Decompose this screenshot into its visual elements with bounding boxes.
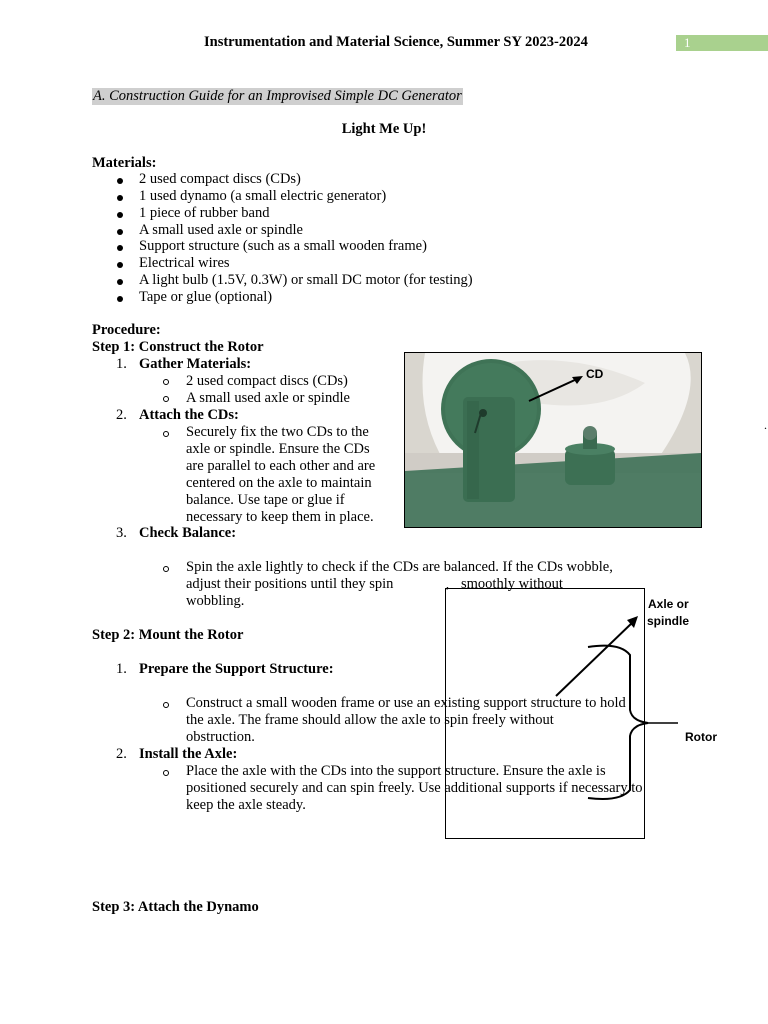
item-label: Install the Axle: bbox=[139, 746, 238, 762]
list-item: 1 piece of rubber band bbox=[139, 205, 270, 221]
list-item: Support structure (such as a small wooden frame) bbox=[139, 238, 427, 254]
step3-title: Step 3: Attach the Dynamo bbox=[92, 899, 259, 915]
paragraph-line: adjust their positions until they spin bbox=[186, 576, 394, 592]
paragraph-line: smoothly without bbox=[461, 576, 563, 592]
stray-mark: . bbox=[764, 418, 767, 432]
paragraph-line: Place the axle with the CDs into the support structure. Ensure the axle is bbox=[186, 763, 606, 779]
paragraph-line: Spin the axle lightly to check if the CDs are balanced. If the CDs wobble, bbox=[186, 559, 613, 575]
paragraph-line: necessary to keep them in place. bbox=[186, 509, 374, 525]
sub-item: 2 used compact discs (CDs) bbox=[186, 373, 348, 389]
item-label: Check Balance: bbox=[139, 525, 237, 541]
list-item: A small used axle or spindle bbox=[139, 222, 303, 238]
item-number: 1. bbox=[116, 356, 127, 372]
brace-icon bbox=[588, 646, 648, 799]
item-label: Attach the CDs: bbox=[139, 407, 239, 423]
list-item: Electrical wires bbox=[139, 255, 230, 271]
section-title: A. Construction Guide for an Improvised Simple DC Generator bbox=[93, 88, 462, 104]
item-label: Gather Materials: bbox=[139, 356, 252, 372]
list-item: Tape or glue (optional) bbox=[139, 289, 273, 305]
photo-label-cd: CD bbox=[586, 367, 604, 381]
paragraph-line: positioned securely and can spin freely. Use additional supports if necessary to bbox=[186, 780, 643, 796]
paragraph-line: centered on the axle to maintain bbox=[186, 475, 372, 491]
doc-title: Light Me Up! bbox=[341, 121, 427, 137]
paragraph-line: axle or spindle. Ensure the CDs bbox=[186, 441, 370, 457]
procedure-heading: Procedure: bbox=[92, 322, 161, 338]
page-number: 1 bbox=[684, 35, 691, 50]
stray-mark: , bbox=[446, 577, 449, 591]
diagram-label-axle: Axle or bbox=[648, 597, 689, 611]
paragraph-line: balance. Use tape or glue if bbox=[186, 492, 345, 508]
item-label: Prepare the Support Structure: bbox=[139, 661, 334, 677]
item-number: 2. bbox=[116, 746, 127, 762]
sub-item: A small used axle or spindle bbox=[186, 390, 350, 406]
paragraph-line: wobbling. bbox=[186, 593, 245, 609]
list-item: 2 used compact discs (CDs) bbox=[139, 171, 301, 187]
diagram-label-rotor: Rotor bbox=[685, 730, 717, 744]
item-number: 1. bbox=[116, 661, 127, 677]
step2-title: Step 2: Mount the Rotor bbox=[92, 627, 244, 643]
header-title: Instrumentation and Material Science, Summer SY 2023-2024 bbox=[204, 34, 588, 50]
item-number: 3. bbox=[116, 525, 127, 541]
paragraph-line: keep the axle steady. bbox=[186, 797, 306, 813]
paragraph-line: Securely fix the two CDs to the bbox=[186, 424, 369, 440]
paragraph-line: Construct a small wooden frame or use an existing support structure to hold bbox=[186, 695, 626, 711]
list-item: 1 used dynamo (a small electric generator) bbox=[139, 188, 387, 204]
paragraph-line: the axle. The frame should allow the axle to spin freely without bbox=[186, 712, 554, 728]
step1-title: Step 1: Construct the Rotor bbox=[92, 339, 264, 355]
diagram-label-spindle: spindle bbox=[647, 614, 690, 628]
materials-heading: Materials: bbox=[92, 155, 157, 171]
paragraph-line: obstruction. bbox=[186, 729, 255, 745]
item-number: 2. bbox=[116, 407, 127, 423]
paragraph-line: are parallel to each other and are bbox=[186, 458, 376, 474]
list-item: A light bulb (1.5V, 0.3W) or small DC motor (for testing) bbox=[139, 272, 473, 288]
